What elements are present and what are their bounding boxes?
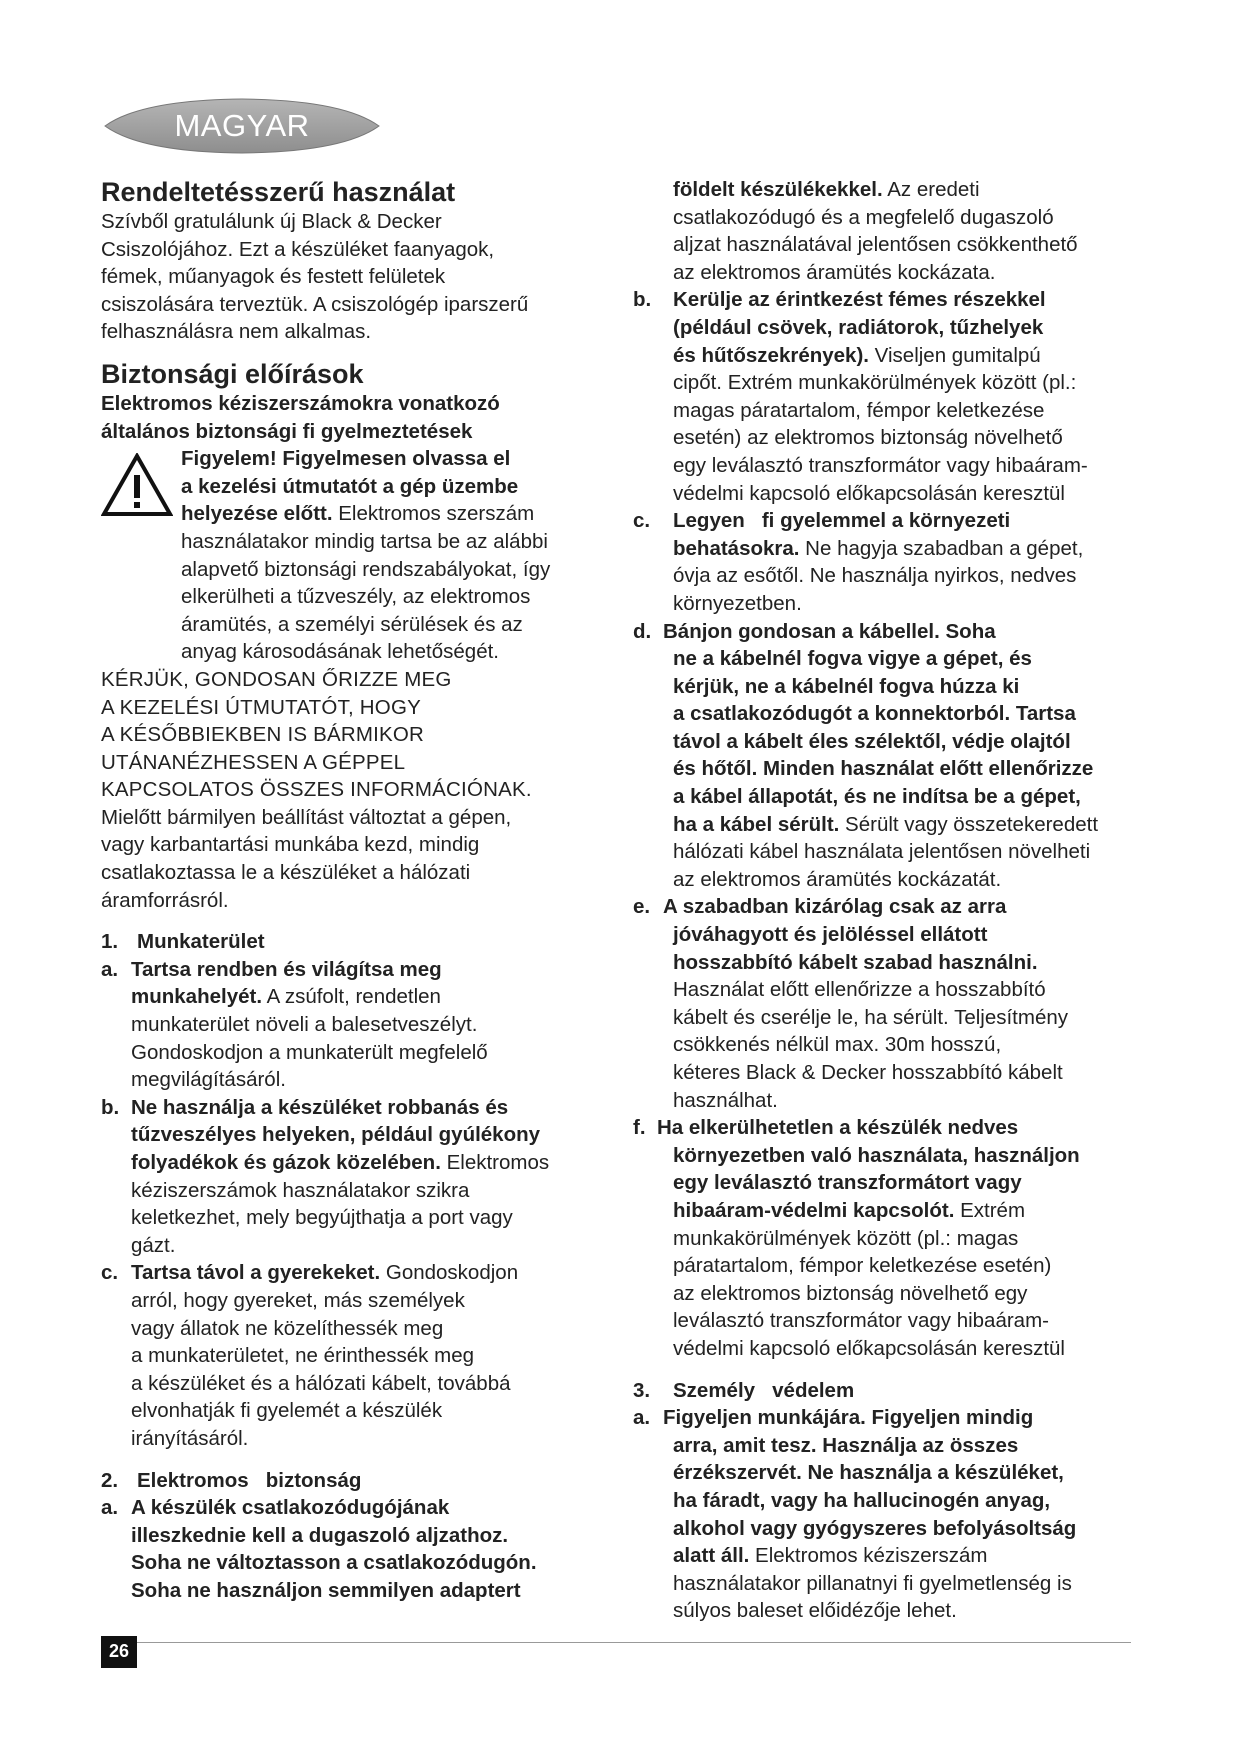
intended-use-body [101, 208, 601, 346]
item-text-line: páratartalom, fémpor keletkezése esetén) [673, 1254, 1052, 1278]
item-bold-line: Legyen fi gyelemmel a környezeti [673, 509, 1011, 533]
item-text-line: a készüléket és a hálózati kábelt, továbbá [131, 1371, 511, 1395]
text-line: felhasználásra nem alkalmas. [101, 320, 372, 344]
caps-line: KAPCSOLATOS ÖSSZES INFORMÁCIÓNAK. [101, 778, 532, 802]
item-bold-line: távol a kábelt éles szélektől, védje olajtól [673, 729, 1071, 753]
safety-title: Biztonsági előírások [101, 358, 364, 389]
item-bold-line: a kábel állapotát, és ne indítsa be a gépet, [673, 785, 1081, 809]
item-text-line: arról, hogy gyereket, más személyek [131, 1288, 465, 1312]
item-text-line: az elektromos áramütés kockázatát. [673, 867, 1002, 891]
item-text-line: kéteres Black & Decker hosszabbító kábelt [673, 1061, 1063, 1084]
item-text-line: védelmi kapcsoló előkapcsolásán keresztül [673, 1336, 1065, 1360]
item-text: Az eredeti [882, 178, 980, 201]
item-letter: c. [633, 509, 651, 533]
item-letter: e. [633, 895, 651, 919]
section-work-area-heading [101, 928, 601, 956]
item-bold-line: (például csövek, radiátorok, tűzhelyek [673, 315, 1044, 339]
item-bold-line: tűzveszélyes helyeken, például gyúlékony [131, 1123, 541, 1147]
warning-block [101, 445, 601, 666]
unplug-note [101, 804, 601, 914]
item-text-line: súlyos baleset előidézője lehet. [673, 1599, 957, 1623]
note-line: Mielőtt bármilyen beállítást változtat a gépen, [101, 805, 512, 829]
section-title: Munkaterület [137, 930, 265, 954]
item-bold-line: földelt készülékekkel. [673, 178, 883, 201]
section-electrical-heading [101, 1467, 601, 1495]
item-text-line: az elektromos biztonság növelhető egy [673, 1281, 1028, 1305]
safety-subtitle-line: általános biztonsági fi gyelmeztetések [101, 419, 473, 443]
section-title: Személy védelem [673, 1378, 855, 1402]
item-letter: c. [101, 1261, 119, 1285]
item-text: A zsúfolt, rendetlen [262, 985, 441, 1009]
note-line: csatlakoztassa le a készüléket a hálózati [101, 861, 471, 885]
item-bold-line: Tartsa rendben és világítsa meg [131, 957, 442, 981]
item-text-line: magas páratartalom, fémpor keletkezése [673, 398, 1045, 422]
item-text-line: elvonhatják fi gyelemét a készülék [131, 1399, 443, 1423]
item-bold-line: kérjük, ne a kábelnél fogva húzza ki [673, 674, 1020, 698]
item-bold-line: ha a kábel sérült. [673, 812, 840, 836]
list-item [633, 1404, 1153, 1625]
item-text-line: csökkenés nélkül max. 30m hosszú, [673, 1033, 1002, 1057]
item-bold-line: Soha ne használjon semmilyen adaptert [131, 1578, 521, 1602]
item-bold-line: környezetben való használata, használjon [673, 1143, 1080, 1167]
note-line: vagy karbantartási munkába kezd, mindig [101, 833, 480, 857]
item-text-line: egy leválasztó transzformátor vagy hibaáram- [673, 453, 1088, 477]
item-letter: b. [101, 1095, 120, 1119]
item-bold-line: alkohol vagy gyógyszeres befolyásoltság [673, 1516, 1077, 1540]
item-text-line: óvja az esőtől. Ne használja nyirkos, nedves [673, 564, 1077, 588]
right-column [633, 176, 1153, 1625]
item-text-line: kábelt és cserélje le, ha sérült. Teljesítmény [673, 1005, 1069, 1029]
item-text-line: esetén) az elektromos biztonság növelhető [673, 426, 1063, 450]
item-bold-line: ne a kábelnél fogva vigye a gépet, és [673, 647, 1032, 671]
text-line: Csiszolójához. Ezt a készüléket faanyagok, [101, 237, 495, 261]
warning-bold-line: Figyelem! Figyelmesen olvassa el [181, 447, 511, 471]
item-bold-line: és hűtőszekrények). [673, 343, 869, 367]
list-item [633, 286, 1153, 507]
warning-triangle-icon [101, 453, 173, 517]
item-text: Gondoskodjon [380, 1261, 519, 1285]
item-text: Sérült vagy összetekeredett [839, 812, 1099, 836]
continued-item-a [633, 176, 1153, 286]
item-text-line: keletkezhet, mely begyújthatja a port vagy [131, 1206, 513, 1230]
item-bold-line: A készülék csatlakozódugójának [131, 1496, 450, 1520]
item-bold-line: behatásokra. [673, 536, 800, 560]
item-bold-line: egy leválasztó transzformátort vagy [673, 1171, 1022, 1195]
item-text-line: az elektromos áramütés kockázata. [673, 260, 996, 284]
keep-manual-notice [101, 666, 601, 804]
warning-line: anyag károsodásának lehetőségét. [181, 640, 499, 664]
item-bold-line: arra, amit tesz. Használja az összes [673, 1433, 1019, 1457]
warning-line: alapvető biztonsági rendszabályokat, így [181, 557, 551, 581]
item-text-line: kéziszerszámok használatakor szikra [131, 1178, 470, 1202]
item-bold-line: Tartsa távol a gyerekeket. [131, 1261, 381, 1285]
item-bold-line: a csatlakozódugót a konnektorból. Tartsa [673, 702, 1076, 726]
item-text-line: környezetben. [673, 591, 802, 615]
text-line: csiszolására terveztük. A csiszológép iparszerű [101, 292, 529, 316]
item-text: Ne hagyja szabadban a gépet, [799, 536, 1084, 560]
item-letter: a. [633, 1406, 651, 1430]
left-column [101, 176, 601, 1605]
item-bold-line: hibaáram-védelmi kapcsolót. [673, 1198, 955, 1222]
section-personal-heading [633, 1377, 1153, 1405]
item-letter: f. [633, 1116, 646, 1140]
item-text-line: megvilágításáról. [131, 1068, 286, 1092]
item-text-line: munkakörülmények között (pl.: magas [673, 1226, 1019, 1250]
item-letter: a. [101, 957, 119, 981]
item-text-line: cipőt. Extrém munkakörülmények között (pl.: [673, 371, 1077, 395]
item-text-line: használatakor pillanatnyi fi gyelmetlenség is [673, 1571, 1072, 1595]
item-text-line: munkaterület növeli a balesetveszélyt. [131, 1013, 478, 1037]
page-number: 26 [101, 1636, 137, 1668]
caps-line: UTÁNANÉZHESSEN A GÉPPEL [101, 750, 406, 774]
text-line: fémek, műanyagok és festett felületek [101, 265, 446, 289]
item-bold-line: Ha elkerülhetetlen a készülék nedves [657, 1116, 1019, 1140]
item-bold-line: hosszabbító kábelt szabad használni. [673, 950, 1038, 974]
item-letter: a. [101, 1496, 119, 1520]
warning-bold-end: helyezése előtt. [181, 502, 333, 526]
list-item [101, 1094, 601, 1260]
item-bold-line: Ne használja a készüléket robbanás és [131, 1095, 509, 1119]
item-text-line: védelmi kapcsoló előkapcsolásán keresztül [673, 481, 1065, 505]
warning-line: elkerülheti a tűzveszély, az elektromos [181, 585, 531, 609]
caps-line: KÉRJÜK, GONDOSAN ŐRIZZE MEG [101, 667, 452, 691]
item-text: Elektromos kéziszerszám [749, 1544, 988, 1568]
section-title: Elektromos biztonság [137, 1468, 362, 1492]
item-bold-line: Figyeljen munkájára. Figyeljen mindig [663, 1406, 1034, 1430]
item-text: Extrém [954, 1198, 1026, 1222]
list-item [633, 618, 1153, 894]
section-number: 1. [101, 930, 119, 954]
note-line: áramforrásról. [101, 888, 229, 912]
item-text-line: hálózati kábel használata jelentősen növelheti [673, 840, 1091, 864]
item-bold-line: és hőtől. Minden használat előtt ellenőrizze [673, 757, 1094, 781]
item-bold-line: Soha ne változtasson a csatlakozódugón. [131, 1551, 537, 1575]
item-text: Elektromos [440, 1151, 550, 1174]
list-item [633, 893, 1153, 1114]
warning-bold-line: a kezelési útmutatót a gép üzembe [181, 474, 519, 498]
language-tab [101, 96, 383, 156]
item-bold-line: Kerülje az érintkezést fémes részekkel [673, 288, 1046, 312]
safety-subtitle-line: Elektromos kéziszerszámokra vonatkozó [101, 391, 500, 415]
language-label: MAGYAR [174, 108, 310, 144]
warning-line: áramütés, a személyi sérülések és az [181, 612, 523, 636]
section-number: 2. [101, 1468, 119, 1492]
item-bold-line: Bánjon gondosan a kábellel. Soha [663, 619, 996, 643]
item-bold-line: alatt áll. [673, 1544, 750, 1568]
footer-rule [101, 1642, 1131, 1643]
caps-line: A KEZELÉSI ÚTMUTATÓT, HOGY [101, 695, 421, 719]
list-item [101, 1259, 601, 1452]
item-text-line: vagy állatok ne közelíthessék meg [131, 1316, 444, 1340]
item-bold-line: folyadékok és gázok közelében. [131, 1151, 441, 1174]
warning-text: Elektromos szerszám [332, 502, 535, 526]
caps-line: A KÉSŐBBIEKBEN IS BÁRMIKOR [101, 723, 425, 747]
item-text-line: irányításáról. [131, 1426, 249, 1450]
item-bold-line: munkahelyét. [131, 985, 263, 1009]
item-bold-line: érzékszervét. Ne használja a készüléket, [673, 1461, 1064, 1485]
item-text-line: a munkaterületet, ne érinthessék meg [131, 1344, 474, 1368]
item-text-line: aljzat használatával jelentősen csökkenthető [673, 233, 1078, 257]
item-text-line: Használat előtt ellenőrizze a hosszabbító [673, 978, 1046, 1002]
item-bold-line: jóváhagyott és jelöléssel ellátott [673, 923, 988, 947]
item-letter: d. [633, 619, 652, 643]
item-text-line: csatlakozódugó és a megfelelő dugaszoló [673, 205, 1054, 229]
section-number: 3. [633, 1378, 651, 1402]
item-text: Viseljen gumitalpú [868, 343, 1041, 367]
item-text-line: gázt. [131, 1233, 176, 1257]
list-item [101, 1494, 601, 1604]
intended-use-title: Rendeltetésszerű használat [101, 177, 456, 207]
item-bold-line: illeszkednie kell a dugaszoló aljzathoz. [131, 1523, 509, 1547]
list-item [633, 507, 1153, 617]
item-text-line: használhat. [673, 1088, 778, 1112]
item-bold-line: ha fáradt, vagy ha hallucinogén anyag, [673, 1488, 1051, 1512]
list-item [633, 1114, 1153, 1362]
item-bold-line: A szabadban kizárólag csak az arra [663, 895, 1007, 919]
list-item [101, 956, 601, 1094]
item-letter: b. [633, 288, 652, 312]
warning-line: használatakor mindig tartsa be az alábbi [181, 529, 548, 553]
item-text-line: leválasztó transzformátor vagy hibaáram- [673, 1309, 1049, 1333]
item-text-line: Gondoskodjon a munkaterült megfelelő [131, 1040, 488, 1064]
text-line: Szívből gratulálunk új Black & Decker [101, 210, 442, 233]
